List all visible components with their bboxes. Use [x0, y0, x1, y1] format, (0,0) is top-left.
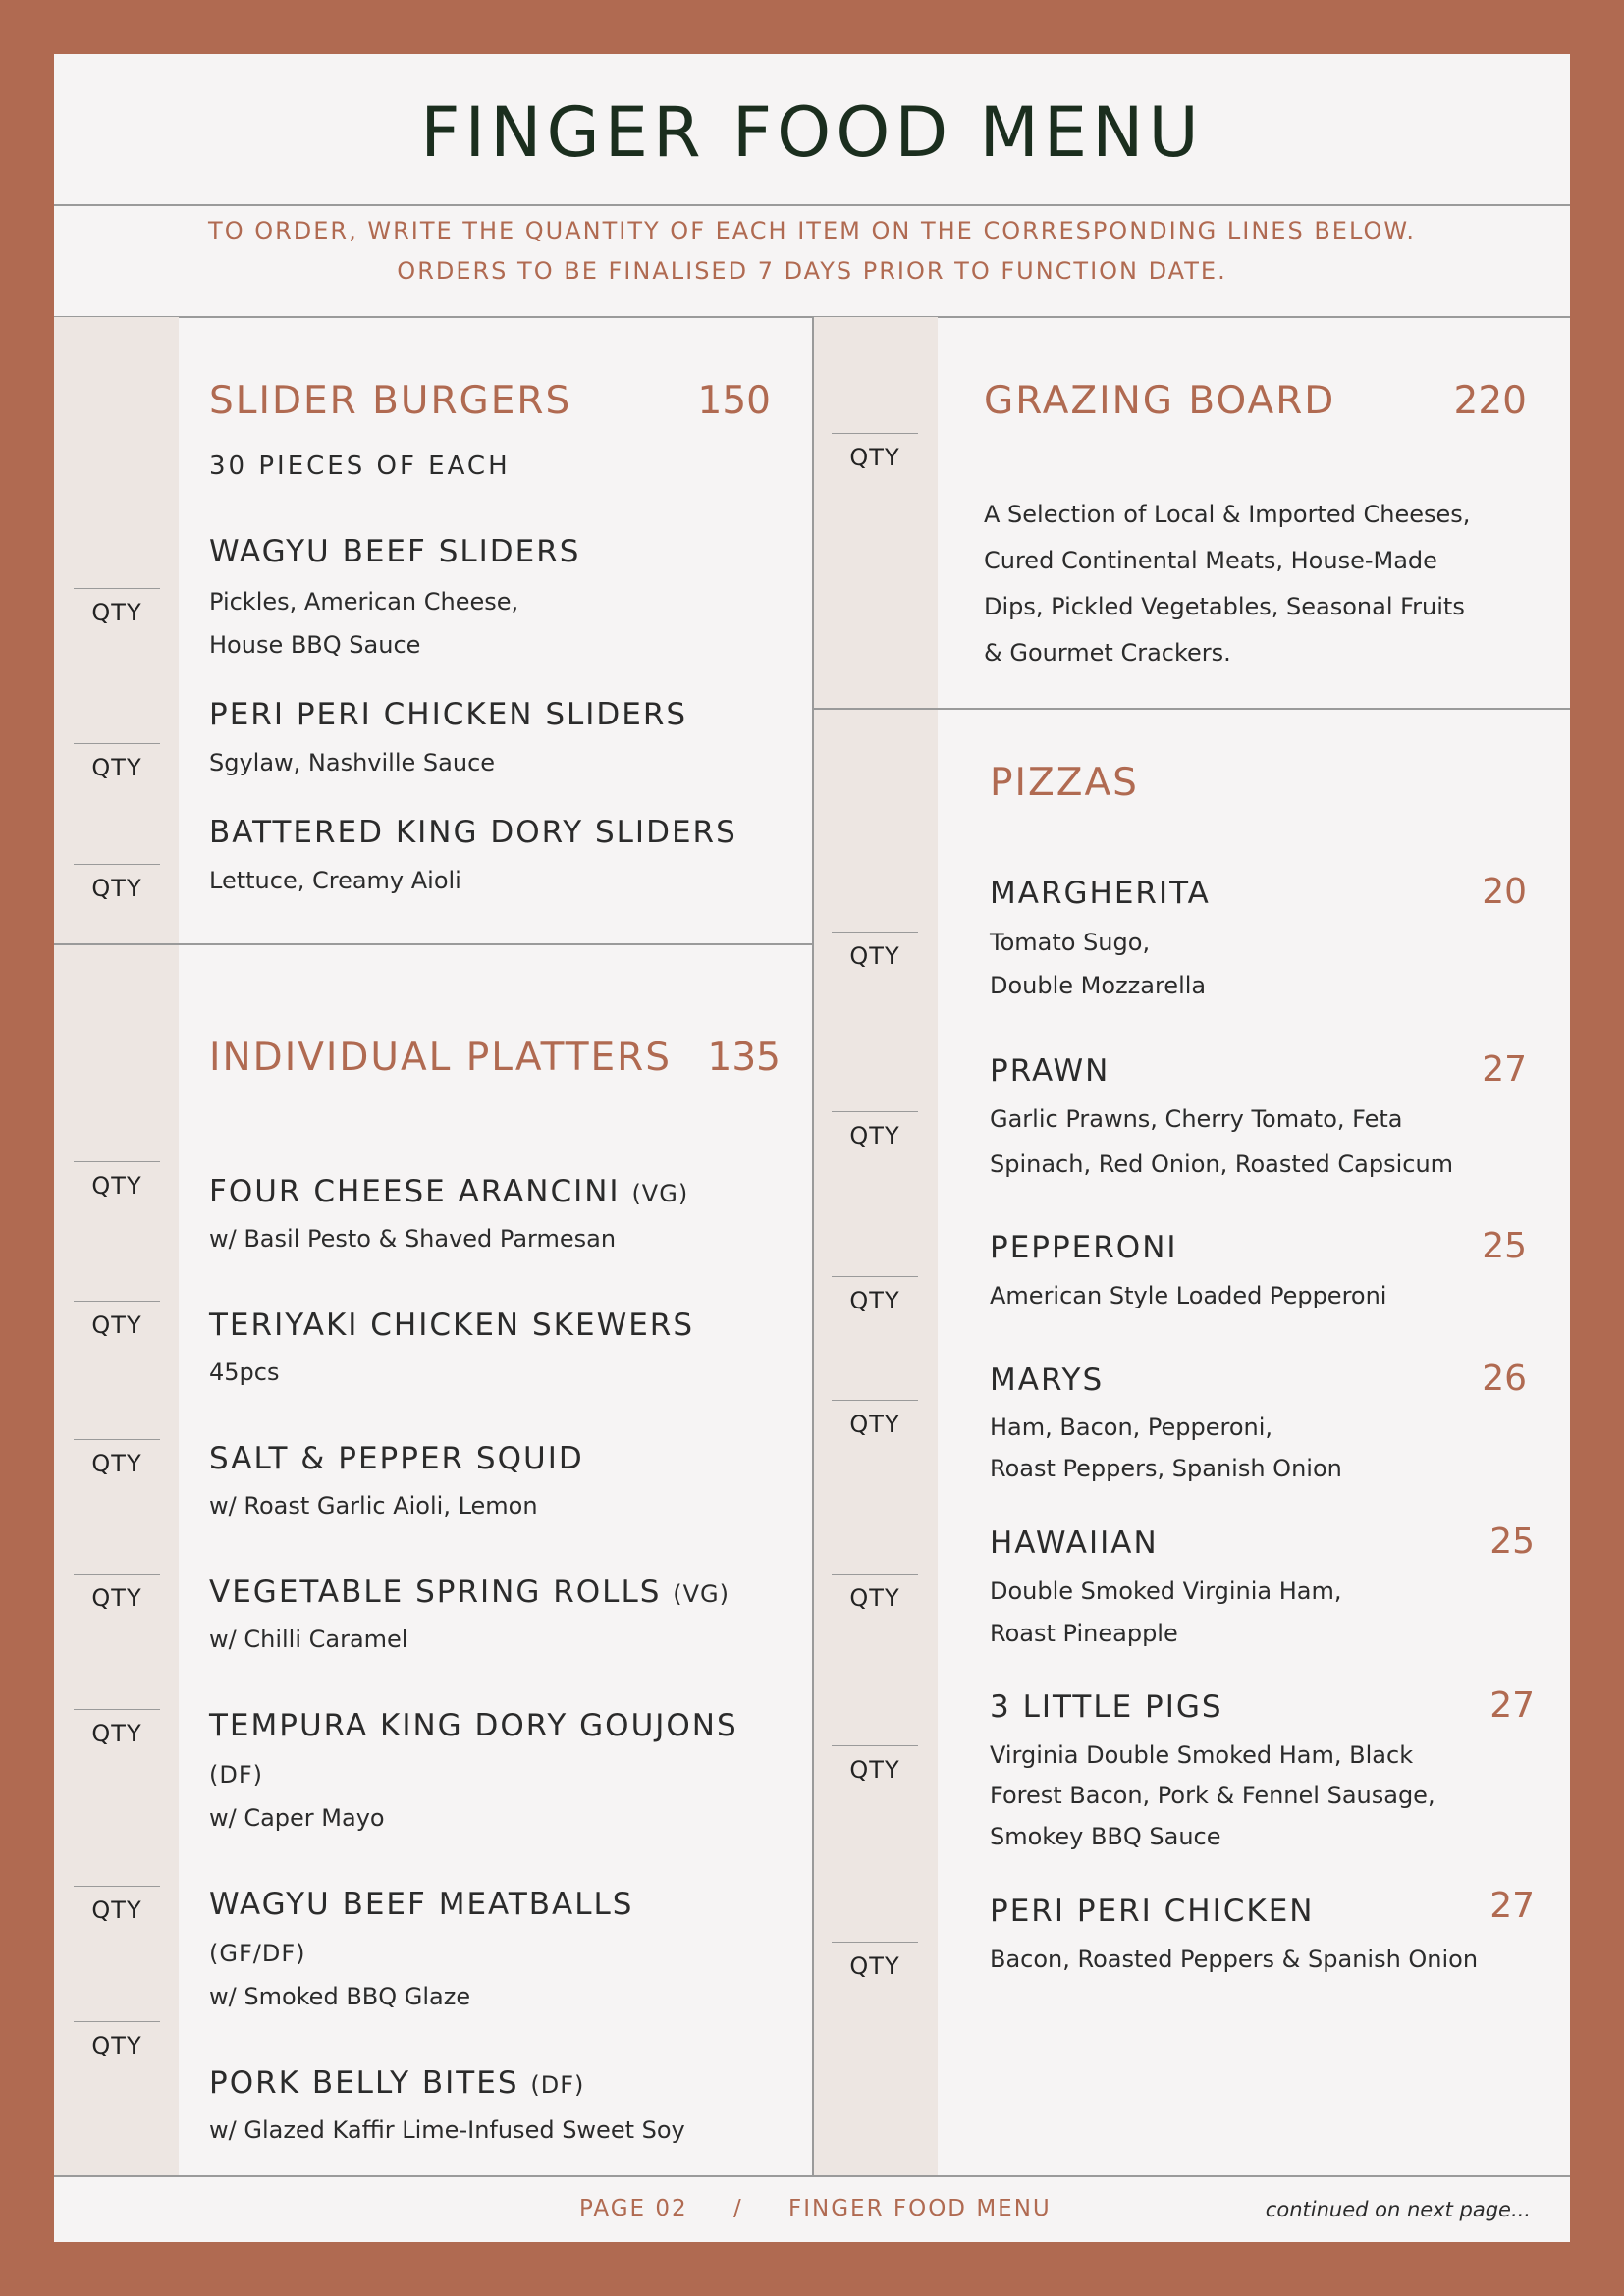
menu-item-desc: Double Mozzarella [990, 972, 1207, 999]
menu-item-price: 25 [1489, 1522, 1535, 1562]
menu-item-desc: w/ Chilli Caramel [209, 1626, 408, 1653]
menu-item-desc: House BBQ Sauce [209, 631, 421, 659]
menu-item-tag: (DF) [209, 1761, 264, 1789]
qty-field[interactable]: QTY [74, 1301, 160, 1339]
instructions-line-2: ORDERS TO BE FINALISED 7 DAYS PRIOR TO FUNCTION DATE. [397, 257, 1227, 285]
menu-item-price: 20 [1482, 872, 1527, 912]
menu-item-name: MARYS [990, 1362, 1105, 1398]
menu-item-desc: w/ Smoked BBQ Glaze [209, 1983, 471, 2010]
qty-field[interactable]: QTY [832, 1400, 918, 1438]
section-title: PIZZAS [990, 761, 1139, 805]
footer-separator: / [733, 2196, 743, 2221]
menu-item-name: SALT & PEPPER SQUID [209, 1441, 584, 1476]
qty-field[interactable]: QTY [74, 864, 160, 902]
menu-item-desc: Roast Pineapple [990, 1620, 1178, 1647]
page-title: FINGER FOOD MENU [420, 92, 1204, 173]
menu-item-desc: Roast Peppers, Spanish Onion [990, 1455, 1342, 1482]
menu-item-desc: Virginia Double Smoked Ham, Black [990, 1741, 1414, 1769]
menu-item-desc: American Style Loaded Pepperoni [990, 1282, 1387, 1309]
menu-item-desc: Spinach, Red Onion, Roasted Capsicum [990, 1150, 1454, 1178]
grazing-desc: Cured Continental Meats, House-Made [984, 547, 1437, 574]
qty-field[interactable]: QTY [832, 433, 918, 471]
menu-item-desc: w/ Caper Mayo [209, 1804, 385, 1832]
menu-item-desc: Ham, Bacon, Pepperoni, [990, 1414, 1273, 1441]
menu-item-name: BATTERED KING DORY SLIDERS [209, 815, 737, 850]
menu-item-price: 27 [1482, 1049, 1527, 1090]
qty-field[interactable]: QTY [832, 1745, 918, 1784]
menu-item-tag: (GF/DF) [209, 1940, 306, 1967]
menu-item-price: 27 [1489, 1685, 1535, 1726]
section-title: INDIVIDUAL PLATTERS [209, 1036, 673, 1080]
section-price: 135 [707, 1036, 781, 1080]
qty-field[interactable]: QTY [832, 1276, 918, 1314]
section-divider [813, 708, 1570, 710]
menu-item-name: FOUR CHEESE ARANCINI (VG) [209, 1174, 689, 1209]
qty-column-right [813, 317, 938, 2175]
menu-item-name: HAWAIIAN [990, 1525, 1159, 1561]
menu-item-name: WAGYU BEEF SLIDERS [209, 534, 581, 569]
qty-field[interactable]: QTY [74, 1886, 160, 1924]
qty-field[interactable]: QTY [74, 1574, 160, 1612]
menu-item-name: VEGETABLE SPRING ROLLS (VG) [209, 1575, 731, 1610]
qty-field[interactable]: QTY [832, 1574, 918, 1612]
menu-item-desc: Lettuce, Creamy Aioli [209, 867, 461, 894]
footer-title: FINGER FOOD MENU [788, 2196, 1052, 2221]
menu-item-desc: Smokey BBQ Sauce [990, 1823, 1221, 1850]
menu-item-name: PERI PERI CHICKEN [990, 1894, 1315, 1929]
grazing-desc: & Gourmet Crackers. [984, 639, 1231, 667]
section-price: 220 [1453, 379, 1527, 423]
footer-divider [54, 2175, 1570, 2177]
menu-item-name: WAGYU BEEF MEATBALLS [209, 1887, 634, 1922]
menu-item-desc: Tomato Sugo, [990, 929, 1151, 956]
footer-page-number: PAGE 02 [579, 2196, 688, 2221]
menu-page [54, 54, 1570, 2242]
menu-item-name: PRAWN [990, 1053, 1110, 1089]
menu-item-name: MARGHERITA [990, 876, 1211, 911]
menu-item-desc: Pickles, American Cheese, [209, 588, 519, 615]
menu-item-desc: w/ Roast Garlic Aioli, Lemon [209, 1492, 538, 1520]
section-price: 150 [697, 379, 771, 423]
section-subtitle: 30 PIECES OF EACH [209, 452, 511, 481]
menu-item-name: TERIYAKI CHICKEN SKEWERS [209, 1308, 695, 1343]
section-title: GRAZING BOARD [984, 379, 1336, 423]
grazing-desc: Dips, Pickled Vegetables, Seasonal Fruits [984, 593, 1465, 620]
menu-item-desc: Sgylaw, Nashville Sauce [209, 749, 496, 776]
menu-item-name: 3 LITTLE PIGS [990, 1689, 1223, 1725]
menu-item-price: 26 [1482, 1359, 1527, 1399]
menu-item-name: TEMPURA KING DORY GOUJONS [209, 1708, 738, 1743]
instructions-line-1: TO ORDER, WRITE THE QUANTITY OF EACH ITEM ON THE CORRESPONDING LINES BELOW. [208, 217, 1416, 244]
column-divider [812, 317, 814, 2175]
qty-field[interactable]: QTY [832, 932, 918, 970]
menu-item-price: 27 [1489, 1886, 1535, 1926]
menu-item-name: PORK BELLY BITES (DF) [209, 2065, 585, 2101]
menu-item-name: PERI PERI CHICKEN SLIDERS [209, 697, 688, 732]
qty-field[interactable]: QTY [74, 2021, 160, 2059]
menu-item-desc: 45pcs [209, 1359, 280, 1386]
menu-item-desc: Double Smoked Virginia Ham, [990, 1577, 1342, 1605]
menu-item-price: 25 [1482, 1226, 1527, 1266]
menu-item-desc: Forest Bacon, Pork & Fennel Sausage, [990, 1782, 1435, 1809]
menu-item-desc: w/ Basil Pesto & Shaved Parmesan [209, 1225, 617, 1253]
continued-note: continued on next page... [1265, 2198, 1531, 2221]
menu-item-desc: w/ Glazed Kaffir Lime-Infused Sweet Soy [209, 2116, 685, 2144]
qty-field[interactable]: QTY [832, 1111, 918, 1149]
divider [54, 204, 1570, 206]
section-divider [54, 943, 812, 945]
qty-field[interactable]: QTY [74, 1709, 160, 1747]
section-title: SLIDER BURGERS [209, 379, 572, 423]
qty-field[interactable]: QTY [832, 1942, 918, 1980]
qty-field[interactable]: QTY [74, 1439, 160, 1477]
qty-field[interactable]: QTY [74, 1161, 160, 1200]
grazing-desc: A Selection of Local & Imported Cheeses, [984, 501, 1471, 528]
qty-field[interactable]: QTY [74, 743, 160, 781]
menu-item-desc: Garlic Prawns, Cherry Tomato, Feta [990, 1105, 1403, 1133]
menu-item-desc: Bacon, Roasted Peppers & Spanish Onion [990, 1946, 1479, 1973]
qty-field[interactable]: QTY [74, 588, 160, 626]
menu-item-name: PEPPERONI [990, 1230, 1178, 1265]
